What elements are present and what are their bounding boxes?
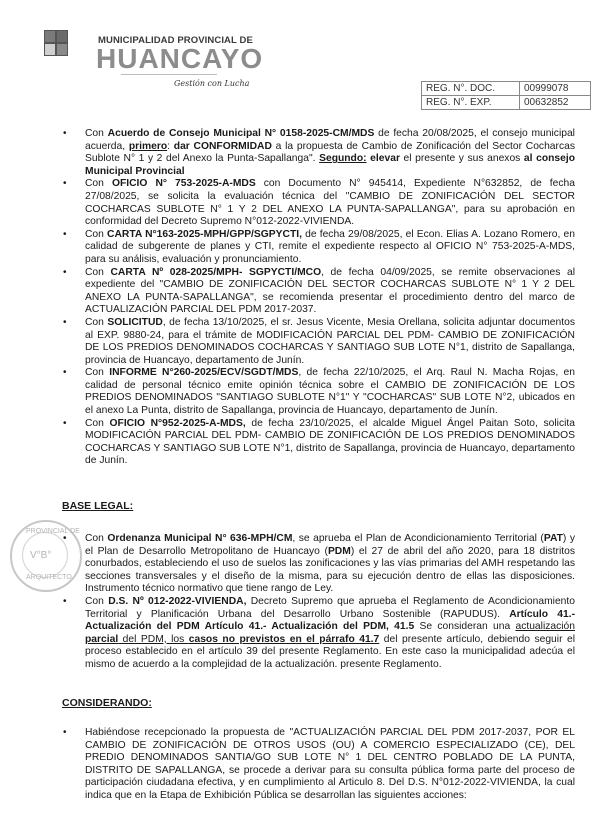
- text-run: de fecha 23/10/2025, el alcalde Miguel Ángel Paitan Soto, solicita MODIFICACIÓN PARCIAL DEL PDM- CAMBIO DE ZONIFICACIÓN DE LOS PREDIOS DENOMINADOS COCHARCAS Y SANTIAGO SUB LOTE N°1, distrito de Sapallanga, provincia de Huancayo, departamento de Junín.: [85, 417, 575, 467]
- text-run: a la propuesta de Cambio de Zonificación del Sector Cocharcas Sublote N° 1 y 2 del Anexo la Punta-Sapallanga".: [85, 140, 575, 165]
- base-legal-list: [60, 533, 575, 672]
- text-run: Decreto Supremo que aprueba el Reglamento de Acondicionamiento Territorial y Planificación Urbana del Desarrollo Urbano Sostenible (RAPUDUS).: [85, 595, 575, 620]
- text-run: del presente artículo, debiendo seguir el proceso establecido en el artículo 39 del presente Reglamento. En este caso la municipalidad adecúa el mismo de acuerdo a la complejidad de la actualización. presente Reglamento.: [85, 633, 575, 670]
- bold-text: OFICIO N°952-2025-A-MDS,: [109, 417, 246, 429]
- base-legal-heading: BASE LEGAL:: [62, 500, 134, 512]
- org-name-line2: HUANCAYO: [96, 43, 264, 74]
- bold-text: parcial: [85, 633, 119, 645]
- text-run: Con: [85, 316, 108, 328]
- text-run: Habiéndose recepcionado la propuesta de "ACTUALIZACIÓN PARCIAL DEL PDM 2017-2037, POR EL CAMBIO DE ZONIFICACIÓN DE OTROS USOS (OU) A COMERCIO ESPECIALIZADO (CE), DEL PREDIO DENOMINADOS SANTIA/GO SUB LOTE N° 1 DEL CENTRO POBLADO DE LA PUNTA, DISTRITO DE SAPALLANGA, se procede a derivar para su consulta pública forma parte del proceso de participación ciudadana efectiva, y en cumplimiento al Articulo 8. Del D.S. N°012-2022-VIVIENDA, la cual indica que en la Etapa de Exhibición Pública se desarrollan las siguientes acciones:: [85, 727, 575, 801]
- logo-divider: [121, 74, 217, 75]
- bold-text: PAT: [543, 533, 563, 544]
- text-run: del PDM, los: [118, 633, 189, 645]
- official-seal-stamp: PROVINCIAL DE V°B° ARQUITECTO: [10, 520, 82, 592]
- text-run: Con: [85, 266, 111, 278]
- considerando-heading: CONSIDERANDO:: [62, 697, 152, 709]
- bold-text: D.S. Nº 012-2022-VIVIENDA,: [108, 595, 247, 607]
- list-item: [60, 727, 575, 803]
- text-run: Con: [85, 228, 108, 240]
- text-run: ) y el Plan de Desarrollo Metropolitano de Huancayo (: [85, 533, 575, 557]
- registry-row: [422, 96, 591, 110]
- registry-table: [421, 81, 591, 110]
- text-run: Con: [85, 533, 108, 544]
- text-run: , de fecha 04/09/2025, se remite observaciones al expediente del "CAMBIO DE ZONIFICACIÓN DEL SECTOR COCHARCAS SUBLOTE N° 1 Y 2 DEL ANEXO LA PUNTA-SAPALLANGA", se recomienda presentar el procedimiento dentro del marco de ACTUALIZACIÓN PARCIAL DEL PDM 2017-2037.: [85, 266, 575, 316]
- registry-value: 00999078: [520, 82, 591, 96]
- text-run: ) el 27 de abril del año 2020, para 18 distritos conurbados, estableciendo el uso de suelos las zonificaciones y las vías primarias del AMH respetando las secciones transversales y el diseño de la misma, para su ejecución dentro de ellas las disposiciones. Instrumento técnico normativo que tiene rango de Ley.: [85, 545, 575, 595]
- slogan: Gestión con Lucha: [174, 79, 250, 88]
- registry-value: 00632852: [520, 96, 591, 110]
- bold-text: PDM: [327, 545, 351, 557]
- text-run: Se consideran una: [414, 621, 516, 633]
- registry-row: [422, 82, 591, 96]
- text-run: Con: [85, 595, 109, 607]
- registry-label: REG. N°. DOC.: [422, 82, 520, 96]
- list-item: [60, 367, 575, 417]
- text-run: actualización: [515, 621, 575, 633]
- coat-of-arms-icon: [44, 28, 66, 78]
- bold-text: elevar: [370, 153, 400, 165]
- list-item: [60, 418, 575, 468]
- text-run: Con: [85, 178, 112, 190]
- org-name-line1: MUNICIPALIDAD PROVINCIAL DE: [98, 35, 253, 46]
- text-run: con Documento N° 945414, Expediente N°632852, de fecha 27/08/2025, se solicita la evaluación técnica del "CAMBIO DE ZONIFICACIÓN DEL SECTOR COCHARCAS SUBLOTE N° 1 Y 2 DEL ANEXO LA PUNTA-SAPALLANGA", para su aprobación en conformidad del Decreto Supremo N°012-2022-VIVIENDA.: [85, 178, 575, 228]
- bold-text: CARTA N°163-2025-MPH/GPP/SGPYCTI,: [107, 228, 302, 240]
- list-item: [60, 267, 575, 317]
- bold-text: Acuerdo de Consejo Municipal N° 0158-2025-CM/MDS: [107, 128, 375, 139]
- text-run: , de fecha 22/10/2025, el Arq. Raul N. Macha Rojas, en calidad de personal técnico emite opinión técnica sobre el CAMBIO DE ZONIFICACIÓN DE LOS PREDIOS DENOMINADOS "SANTIAGO SUBLOTE N°1" Y "COCHARCAS" SUB LOTE N°2, ubicados en el anexo La Punta, distrito de Sapallanga, provincia de Huancayo, departamento de Junín.: [85, 367, 575, 417]
- bold-text: al consejo Municipal Provincial: [85, 153, 576, 177]
- text-run: Con: [85, 367, 110, 379]
- bold-text: Ordenanza Municipal N° 636-MPH/CM: [107, 533, 293, 544]
- text-run: , se aprueba el Plan de Acondicionamiento Territorial (: [292, 533, 544, 544]
- bold-text: dar CONFORMIDAD: [173, 140, 272, 152]
- text-run: de fecha 20/08/2025, el consejo municipal acuerda,: [85, 128, 575, 152]
- text-run: de fecha 29/08/2025, el Econ. Elias A. Lozano Romero, en calidad de subgerente de planes y CTI, remite el expediente respecto al OFICIO N° 753-2025-A-MDS, para su análisis, evaluación y pronunciamiento.: [85, 228, 575, 265]
- list-item: [60, 178, 575, 228]
- list-item: [60, 596, 575, 672]
- bold-text: INFORME N°260-2025/ECV/SGDT/MDS: [109, 367, 299, 379]
- text-run: Con: [85, 417, 110, 429]
- list-item: [60, 533, 575, 596]
- bold-text: primero: [128, 140, 168, 152]
- bold-text: OFICIO N° 753-2025-A-MDS: [111, 178, 256, 190]
- registry-label: REG. N°. EXP.: [422, 96, 520, 110]
- list-item: [60, 229, 575, 267]
- text-run: , de fecha 13/10/2025, el sr. Jesus Vicente, Mesia Orellana, solicita adjuntar documentos al EXP. 9880-24, para el trámite de MODIFICACIÓN PARCIAL DEL PDM- CAMBIO DE ZONIFICACIÓN DE LOS PREDIOS DENOMINADOS COCHARCAS Y SANTIAGO SUB LOTE N°1, distrito de Sapallanga, provincia de Huancayo, departamento de Junín.: [85, 316, 575, 366]
- antecedentes-list: [60, 128, 575, 468]
- bold-text: SOLICITUD: [107, 316, 163, 328]
- considerando-list: [60, 727, 575, 803]
- list-item: [60, 317, 575, 367]
- bold-text: CARTA Nº 028-2025/MPH- SGPYCTI/MCO: [110, 266, 322, 278]
- text-run: :: [167, 140, 174, 152]
- bold-text: casos no previstos en el párrafo 41.7: [188, 633, 380, 645]
- text-run: Con: [85, 128, 108, 139]
- bold-text: Artículo 41.- Actualización del PDM Artículo 41.- Actualización del PDM, 41.5: [85, 608, 575, 633]
- list-item: [60, 128, 575, 178]
- bold-text: Segundo:: [319, 153, 367, 165]
- text-run: el presente y sus anexos: [399, 153, 524, 165]
